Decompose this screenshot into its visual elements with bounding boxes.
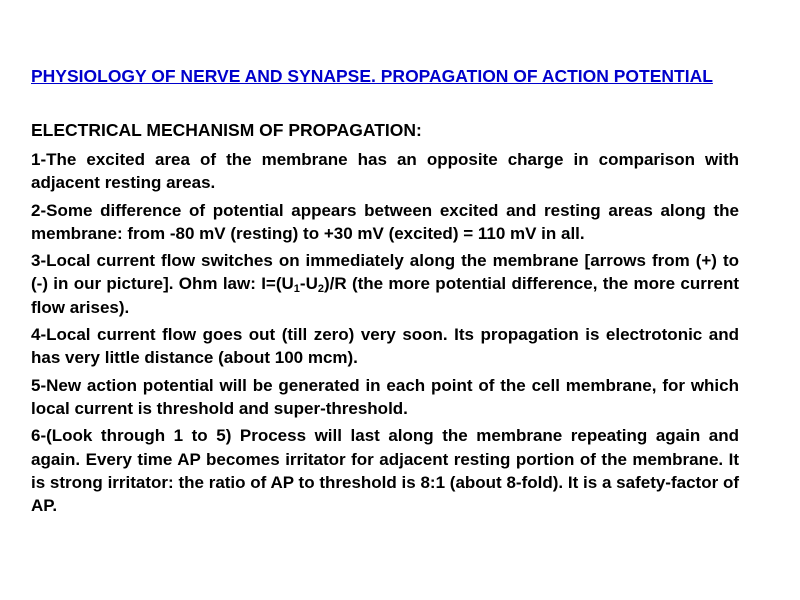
point-3 — [31, 249, 739, 319]
slide-content — [31, 65, 739, 521]
point-6: 6-(Look through 1 to 5) Process will last along the membrane repeating again and again. Every time AP becomes irritator for adjacent resting portion of the membrane. It is strong irritator: the ratio of AP to threshold is 8:1 (about 8-fold). It is a safety-factor of AP. — [31, 426, 739, 516]
section-heading: ELECTRICAL MECHANISM OF PROPAGATION: — [31, 120, 422, 140]
point-4: 4-Local current flow goes out (till zero) very soon. Its propagation is electrotonic and has very little distance (about 100 mcm). — [31, 325, 739, 368]
point-3-text-mid: -U — [299, 274, 318, 294]
point-3-text-end: )/R (the more potential difference, the more current flow arises). — [31, 274, 739, 317]
point-1: 1-The excited area of the membrane has an opposite charge in comparison with adjacent resting areas. — [31, 150, 739, 193]
point-5: 5-New action potential will be generated in each point of the cell membrane, for which local current is threshold and super-threshold. — [31, 375, 739, 418]
subscript-2: 2 — [317, 283, 324, 296]
slide-title[interactable]: PHYSIOLOGY OF NERVE AND SYNAPSE. PROPAGATION OF ACTION POTENTIAL — [31, 66, 713, 86]
point-2: 2-Some difference of potential appears between excited and resting areas along the membrane: from -80 mV (resting) to +30 mV (excited) = 110 mV in all. — [31, 200, 739, 243]
subscript-1: 1 — [293, 283, 300, 296]
point-3-text-start: 3-Local current flow switches on immediately along the membrane [arrows from (+) to (-) in our picture]. Ohm law: I=(U — [31, 251, 739, 294]
